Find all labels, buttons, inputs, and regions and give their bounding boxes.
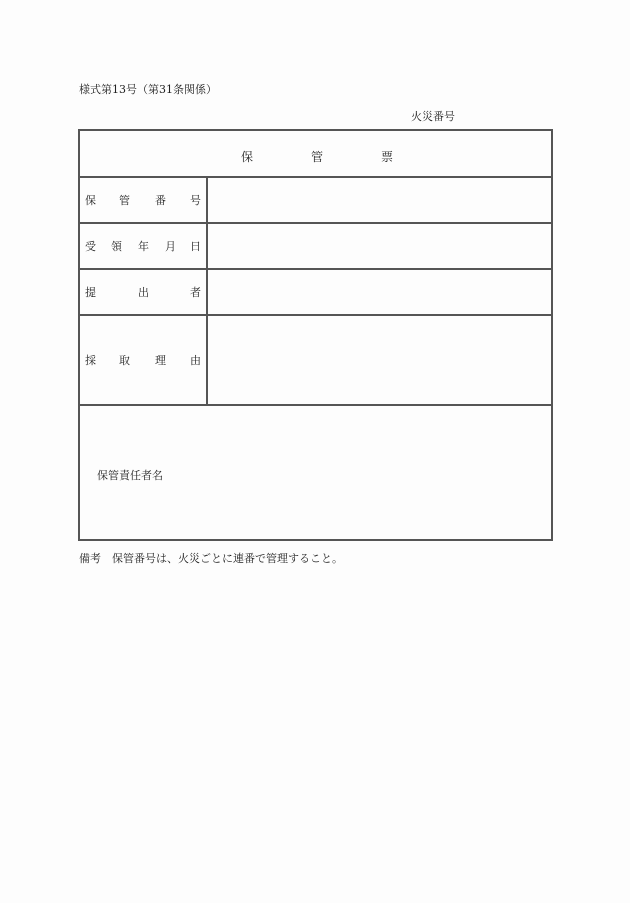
receipt-date-field[interactable] (208, 224, 551, 268)
label-char: 番 (155, 194, 166, 207)
form-title-char: 保 (241, 150, 254, 164)
custodian-name-label: 保管責任者名 (97, 469, 163, 482)
label-char: 月 (165, 240, 176, 253)
storage-slip-form (78, 129, 553, 541)
remark-note: 備考 保管番号は、火災ごとに連番で管理すること。 (79, 552, 343, 565)
storage-number-field[interactable] (208, 178, 551, 222)
label-char: 理 (155, 354, 166, 367)
label-char: 保 (85, 194, 96, 207)
label-char: 領 (111, 240, 122, 253)
label-char: 取 (119, 354, 130, 367)
form-title-char: 管 (311, 150, 324, 164)
label-char: 由 (190, 354, 201, 367)
submitter-label (80, 270, 208, 314)
label-char: 採 (85, 354, 96, 367)
label-char: 管 (119, 194, 130, 207)
label-char: 提 (85, 286, 96, 299)
label-char: 出 (138, 286, 149, 299)
fire-number-label: 火災番号 (411, 110, 455, 123)
label-char: 号 (190, 194, 201, 207)
receipt-date-label (80, 224, 208, 268)
storage-number-row (80, 178, 551, 224)
form-title-char: 票 (381, 150, 394, 164)
collection-reason-field[interactable] (208, 316, 551, 404)
label-char: 受 (85, 240, 96, 253)
submitter-field[interactable] (208, 270, 551, 314)
label-char: 年 (138, 240, 149, 253)
form-number: 様式第13号（第31条関係） (79, 83, 217, 96)
receipt-date-row (80, 224, 551, 270)
label-char: 日 (190, 240, 201, 253)
signature-section (80, 406, 551, 539)
collection-reason-label (80, 316, 208, 404)
collection-reason-row (80, 316, 551, 406)
form-title (80, 131, 551, 178)
submitter-row (80, 270, 551, 316)
label-char: 者 (190, 286, 201, 299)
storage-number-label (80, 178, 208, 222)
